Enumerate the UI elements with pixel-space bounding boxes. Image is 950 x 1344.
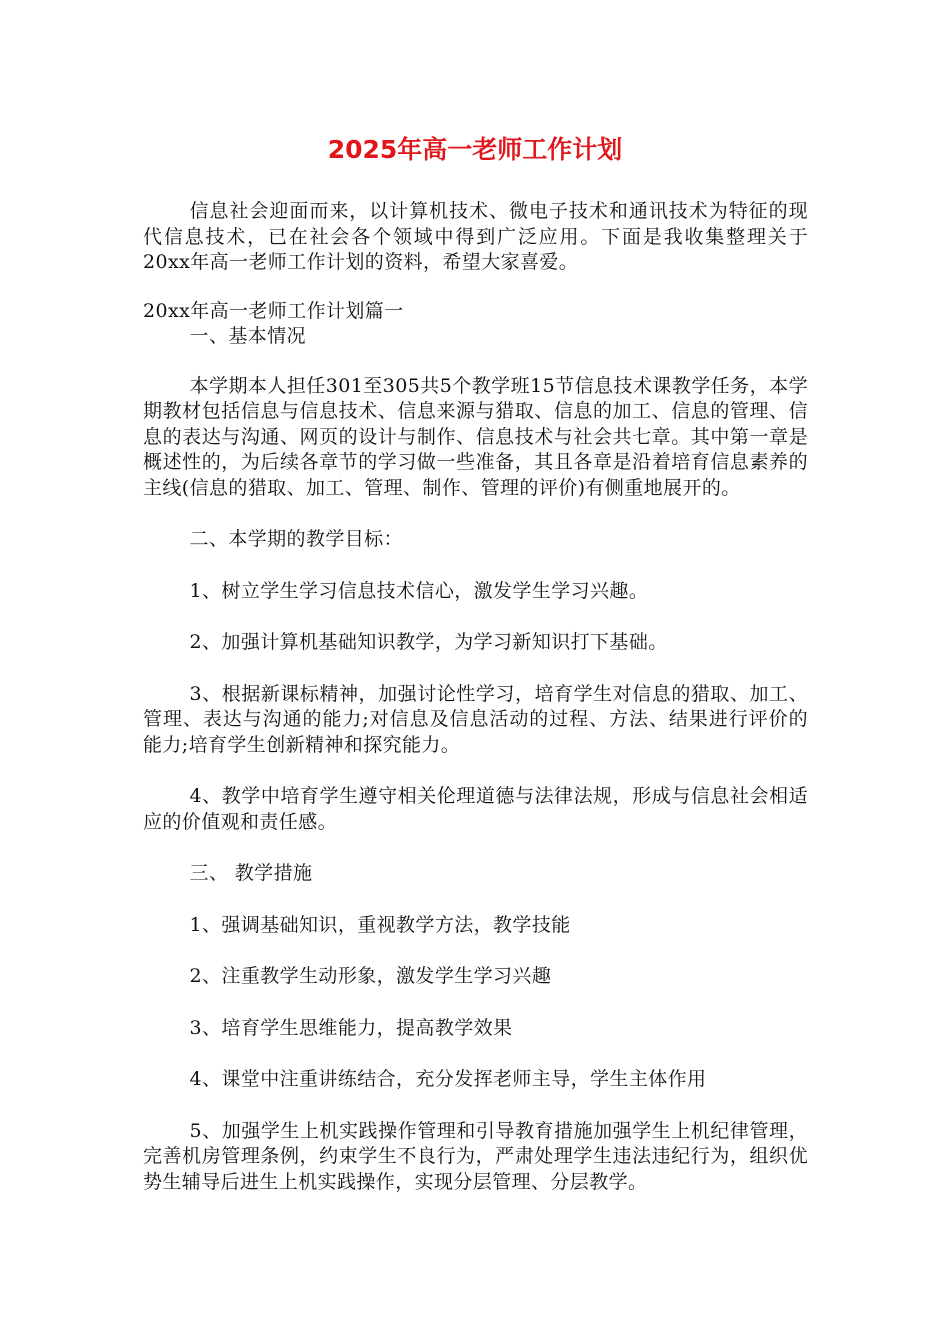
goal-item-3: 3、根据新课标精神，加强讨论性学习，培育学生对信息的猎取、加工、管理、表达与沟通的能力;对信息及信息活动的过程、方法、结果进行评价的能力;培育学生创新精神和探究能力。	[143, 682, 808, 756]
paragraph-basic-situation: 本学期本人担任301至305共5个教学班15节信息技术课教学任务，本学期教材包括信息与信息技术、信息来源与猎取、信息的加工、信息的管理、信息的表达与沟通、网页的设计与制作、信息技术与社会共七章。其中第一章是概述性的，为后续各章节的学习做一些准备，其且各章是沿着培育信息素养的主线(信息的猎取、加工、管理、制作、管理的评价)有侧重地展开的。	[143, 374, 808, 499]
intro-paragraph: 信息社会迎面而来，以计算机技术、微电子技术和通讯技术为特征的现代信息技术，已在社会各个领域中得到广泛应用。下面是我收集整理关于20xx年高一老师工作计划的资料，希望大家喜爱。	[143, 200, 808, 273]
section-heading-part-one: 20xx年高一老师工作计划篇一	[143, 299, 404, 322]
document-body	[143, 199, 808, 1195]
goal-item-1: 1、树立学生学习信息技术信心，激发学生学习兴趣。	[189, 579, 649, 602]
goal-item-2: 2、加强计算机基础知识教学，为学习新知识打下基础。	[189, 631, 668, 653]
section-heading-measures: 三、 教学措施	[189, 862, 313, 884]
section-heading-goals: 二、本学期的教学目标：	[189, 528, 403, 550]
measure-item-1: 1、强调基础知识，重视教学方法，教学技能	[189, 913, 571, 936]
document-title: 2025年高一老师工作计划	[327, 135, 623, 164]
measure-item-4: 4、课堂中注重讲练结合，充分发挥老师主导，学生主体作用	[189, 1068, 707, 1090]
measure-item-3: 3、培育学生思维能力，提高教学效果	[189, 1016, 513, 1039]
measure-item-2: 2、注重教学生动形象，激发学生学习兴趣	[189, 965, 552, 987]
measure-item-5: 5、加强学生上机实践操作管理和引导教育措施加强学生上机纪律管理，完善机房管理条例，约束学生不良行为，严肃处理学生违法违纪行为，组织优势生辅导后进生上机实践操作，实现分层管理、分层教学。	[143, 1119, 808, 1193]
section-heading-basic-situation: 一、基本情况	[189, 325, 306, 347]
goal-item-4: 4、教学中培育学生遵守相关伦理道德与法律法规，形成与信息社会相适应的价值观和责任感。	[143, 785, 808, 833]
